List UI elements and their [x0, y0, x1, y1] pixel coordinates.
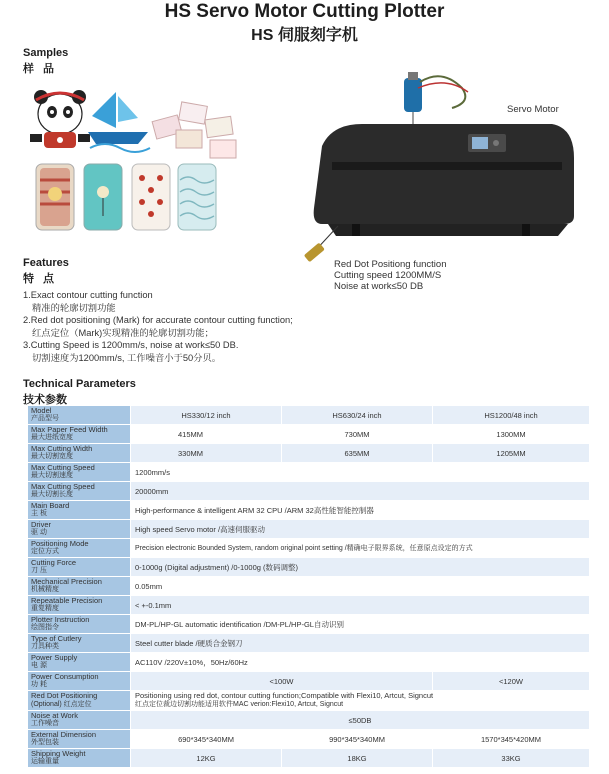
row-label-zh: 驱 动 [31, 529, 47, 536]
spec-row-red-dot [28, 691, 590, 711]
panda-sticker-image [30, 90, 90, 148]
features-list [23, 289, 293, 365]
row-label-en: Main Board [31, 500, 70, 510]
value-cell: DM-PL/HP-GL automatic identification /DM-PL/HP-GL自动识别 [131, 615, 590, 634]
row-label [28, 653, 131, 672]
spec-row-cutting-force [28, 558, 590, 577]
row-label-en: Repeatable Precision [31, 595, 103, 605]
spec-row-cutlery [28, 634, 590, 653]
red-dot-caption [334, 259, 446, 292]
value-cell: 415MM [131, 425, 282, 444]
row-label [28, 558, 131, 577]
feature-line: 2.Red dot positioning (Mark) for accurate contour cutting function; [23, 315, 293, 326]
value-cell: 18KG [282, 749, 433, 768]
row-label-en: Max Cutting Speed [31, 481, 95, 491]
value-cell: < +-0.1mm [131, 596, 590, 615]
value-cell: 1570*345*420MM [433, 730, 590, 749]
row-label-zh: 功 耗 [31, 681, 47, 688]
samples-label-zh: 样 品 [23, 63, 58, 75]
spec-row-repeat-precision [28, 596, 590, 615]
value-cell: <120W [433, 672, 590, 691]
features-label: Features [23, 257, 69, 269]
row-label-en: Max Paper Feed Width [31, 424, 108, 434]
row-label [28, 634, 131, 653]
red-dot-laser-image [304, 226, 338, 262]
model-cell: HS1200/48 inch [433, 406, 590, 425]
row-label-zh: 最大进纸宽度 [31, 434, 73, 441]
spec-row-cutting-speed [28, 463, 590, 482]
row-label [28, 463, 131, 482]
plotter-illustration [292, 68, 578, 268]
row-label [28, 711, 131, 730]
value-cell: 990*345*340MM [282, 730, 433, 749]
row-label-en: Shipping Weight [31, 748, 86, 758]
row-label-en: Power Consumption [31, 671, 99, 681]
row-label-zh: 运输重量 [31, 758, 59, 765]
value-cell: 635MM [282, 444, 433, 463]
value-cell: High speed Servo motor /高速伺服驱动 [131, 520, 590, 539]
red-dot-caption-line: Noise at work≤50 DB [334, 281, 424, 292]
row-label-zh: 外型包装 [31, 739, 59, 746]
row-label [28, 501, 131, 520]
row-label-en: Max Cutting Width [31, 443, 93, 453]
value-cell: Precision electronic Bounded System, random original point setting /精确电子限界系统，任意原点设定的方式 [131, 539, 590, 558]
row-label-en: External Dimension [31, 729, 97, 739]
value-cell: 330MM [131, 444, 282, 463]
row-label-zh: 最大切割长度 [31, 491, 73, 498]
feature-line: 红点定位（Mark)实现精准的轮廓切割功能； [32, 327, 214, 338]
spec-row-positioning [28, 539, 590, 558]
row-label-zh: 刀具种类 [31, 643, 59, 650]
row-label-zh: (Optional) 红点定位 [31, 700, 92, 708]
servo-motor-image [404, 72, 468, 130]
row-label [28, 596, 131, 615]
row-label [28, 691, 131, 711]
value-cell [131, 691, 590, 711]
row-label-en: Positioning Mode [31, 538, 89, 548]
row-label-zh: 产品型号 [31, 415, 59, 422]
samples-artwork [20, 88, 245, 238]
ship-sticker-image [88, 92, 150, 152]
red-dot-caption-line: Red Dot Positiong function [334, 259, 447, 270]
row-label-zh: 电 源 [31, 662, 47, 669]
phone-case-samples-image [36, 164, 216, 230]
model-cell: HS330/12 inch [131, 406, 282, 425]
spec-row-dimension [28, 730, 590, 749]
row-label-zh: 工作噪音 [31, 720, 59, 727]
value-cell: 730MM [282, 425, 433, 444]
row-label-en: Max Cutting Speed [31, 462, 95, 472]
row-label [28, 615, 131, 634]
feature-line: 3.Cutting Speed is 1200mm/s, noise at work≤50 DB. [23, 340, 239, 351]
value-cell: AC110V /220V±10%，50Hz/60Hz [131, 653, 590, 672]
row-label-en: Red Dot Positioning [31, 691, 98, 701]
spec-row-power-consumption [28, 672, 590, 691]
row-label-en: Driver [31, 519, 51, 529]
servo-motor-caption: Servo Motor [507, 104, 559, 115]
row-label-en: Noise at Work [31, 710, 78, 720]
row-label-en: Plotter Instruction [31, 614, 90, 624]
row-label [28, 749, 131, 768]
value-cell: 1205MM [433, 444, 590, 463]
value-cell: 1300MM [433, 425, 590, 444]
value-cell: High-performance & intelligent ARM 32 CPU /ARM 32高性能智能控制器 [131, 501, 590, 520]
red-dot-line: Positioning using red dot, contour cutting function;Compatible with Flexi10, Artcut, Signcut [135, 690, 434, 700]
red-dot-caption-line: Cutting speed 1200MM/S [334, 270, 442, 281]
spec-table [27, 405, 590, 768]
row-label-zh: 绘图指令 [31, 624, 59, 631]
value-cell: 0-1000g (Digital adjustment) /0-1000g (数码调整) [131, 558, 590, 577]
value-cell: 690*345*340MM [131, 730, 282, 749]
value-cell: 1200mm/s [131, 463, 590, 482]
red-dot-line: 红点定位裁边切割功能适用软件MAC verion:Flexi10, Artcut, Signcut [135, 700, 344, 708]
row-label-zh: 主 板 [31, 510, 47, 517]
row-label [28, 730, 131, 749]
feature-line: 1.Exact contour cutting function [23, 290, 153, 300]
page-subtitle: HS 伺服刻字机 [251, 27, 358, 44]
spec-row-model [28, 406, 590, 425]
row-label-zh: 刀 压 [31, 567, 47, 574]
row-label [28, 444, 131, 463]
row-label [28, 577, 131, 596]
spec-row-weight [28, 749, 590, 768]
page-title: HS Servo Motor Cutting Plotter [164, 1, 445, 22]
value-cell: <100W [131, 672, 433, 691]
feature-line: 切割速度为1200mm/s, 工作噪音小于50分贝。 [32, 352, 222, 363]
model-cell: HS630/24 inch [282, 406, 433, 425]
row-label-zh: 最大切割速度 [31, 472, 73, 479]
spec-row-noise [28, 711, 590, 730]
row-label [28, 520, 131, 539]
value-cell: 20000mm [131, 482, 590, 501]
row-label-en: Cutting Force [31, 557, 77, 567]
spec-row-mech-precision [28, 577, 590, 596]
row-label-en: Power Supply [31, 652, 78, 662]
row-label-zh: 最大切割宽度 [31, 453, 73, 460]
row-label [28, 482, 131, 501]
value-cell: ≤50DB [131, 711, 590, 730]
feature-line: 精准的轮廓切割功能 [32, 302, 116, 313]
row-label-en: Mechanical Precision [31, 576, 102, 586]
row-label-zh: 定位方式 [31, 548, 59, 555]
value-cell: 0.05mm [131, 577, 590, 596]
value-cell: 33KG [433, 749, 590, 768]
spec-row-power-supply [28, 653, 590, 672]
spec-row-main-board [28, 501, 590, 520]
tech-params-label: Technical Parameters [23, 378, 136, 390]
spec-row-cutting-length [28, 482, 590, 501]
row-label-zh: 重复精度 [31, 605, 59, 612]
value-cell: 12KG [131, 749, 282, 768]
tech-params-label-zh: 技术参数 [23, 394, 67, 406]
samples-label: Samples [23, 47, 69, 59]
row-label-zh: 机械精度 [31, 586, 59, 593]
value-cell: Steel cutter blade /硬质合金钢刀 [131, 634, 590, 653]
spec-row-driver [28, 520, 590, 539]
spec-row-instruction [28, 615, 590, 634]
row-label [28, 672, 131, 691]
row-label-en: Model [31, 405, 52, 415]
spec-row-feed-width [28, 425, 590, 444]
plotter-body-image [314, 124, 574, 236]
row-label-en: Type of Cutlery [31, 633, 82, 643]
row-label [28, 406, 131, 425]
spec-row-cutting-width [28, 444, 590, 463]
row-label [28, 425, 131, 444]
card-samples-image [152, 102, 236, 158]
features-label-zh: 特 点 [23, 273, 58, 285]
row-label [28, 539, 131, 558]
